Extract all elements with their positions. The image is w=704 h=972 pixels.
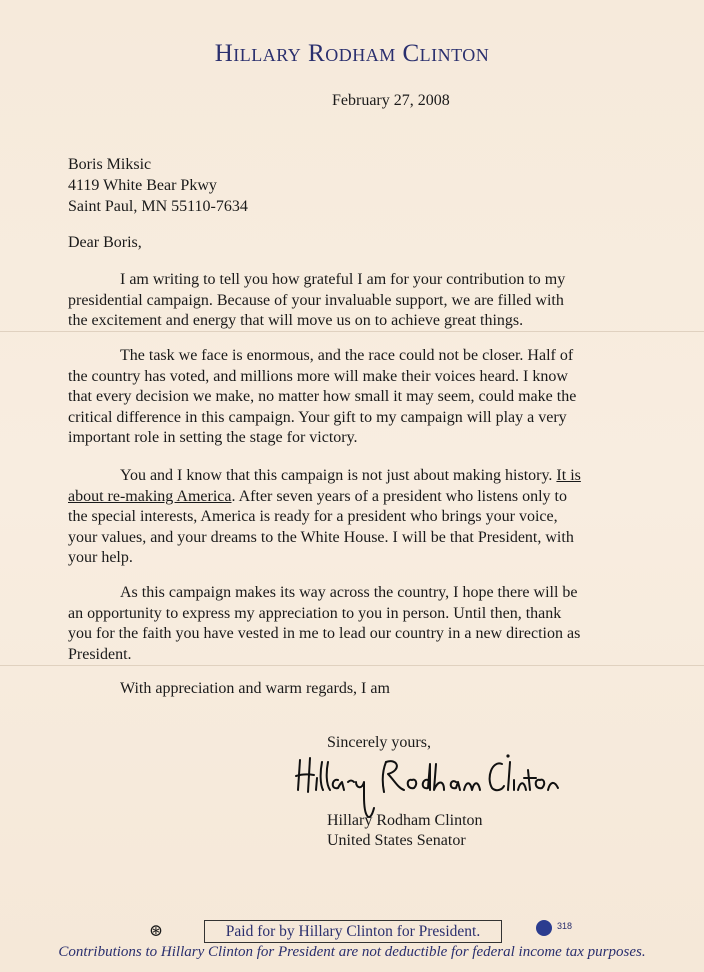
paragraph-3: [68, 466, 628, 569]
printer-seal-icon: [536, 920, 552, 936]
paragraph-1: [68, 270, 628, 332]
recipient-street: 4119 White Bear Pkwy: [68, 177, 217, 194]
paragraph-3-underlined: It is about re-making America: [68, 467, 581, 505]
paragraph-2-text: The task we face is enormous, and the race could not be closer. Half of the country has voted, and millions more will make their voices heard. I know that every decision we make, no matter how small it may seem, could make the critical difference in this campaign. Your gift to my campaign will play a very important role in setting the stage for victory.: [68, 347, 577, 446]
fold-line: [0, 665, 704, 666]
signer-title: United States Senator: [327, 832, 466, 849]
signer-name: Hillary Rodham Clinton: [327, 812, 483, 829]
paragraph-2: [68, 346, 628, 449]
tax-disclaimer: Contributions to Hillary Clinton for President are not deductible for federal income tax purposes.: [58, 944, 646, 960]
paragraph-4-text: As this campaign makes its way across the country, I hope there will be an opportunity to express my appreciation to you in person. Until then, thank you for the faith you have vested in me to lead our country in a new direction as President.: [68, 584, 581, 663]
letter-date: February 27, 2008: [332, 92, 450, 109]
letterhead: Hillary Rodham Clinton: [214, 40, 490, 67]
recipient-city: Saint Paul, MN 55110-7634: [68, 198, 248, 215]
union-bug-number: 318: [557, 921, 573, 931]
paragraph-3-text-a: You and I know that this campaign is not just about making history.: [120, 467, 557, 484]
paragraph-3-text-b: . After seven years of a president who listens only to the special interests, America is ready for a president who brings your voice, your values, and your dreams to the White House. I will be that President, with your help.: [68, 487, 574, 566]
paragraph-1-text: I am writing to tell you how grateful I am for your contribution to my presidential campaign. Because of your invaluable support, we are filled with the excitement and energy that will move us on to achieve great things.: [68, 271, 566, 329]
recipient-name: Boris Miksic: [68, 156, 152, 173]
sign-off: Sincerely yours,: [327, 734, 431, 751]
paragraph-4: [68, 583, 628, 665]
paid-for-box: Paid for by Hillary Clinton for President.: [204, 920, 502, 943]
closing-line: With appreciation and warm regards, I am: [120, 680, 390, 697]
union-bug-icon: ⊛: [148, 921, 164, 940]
salutation: Dear Boris,: [68, 234, 142, 251]
